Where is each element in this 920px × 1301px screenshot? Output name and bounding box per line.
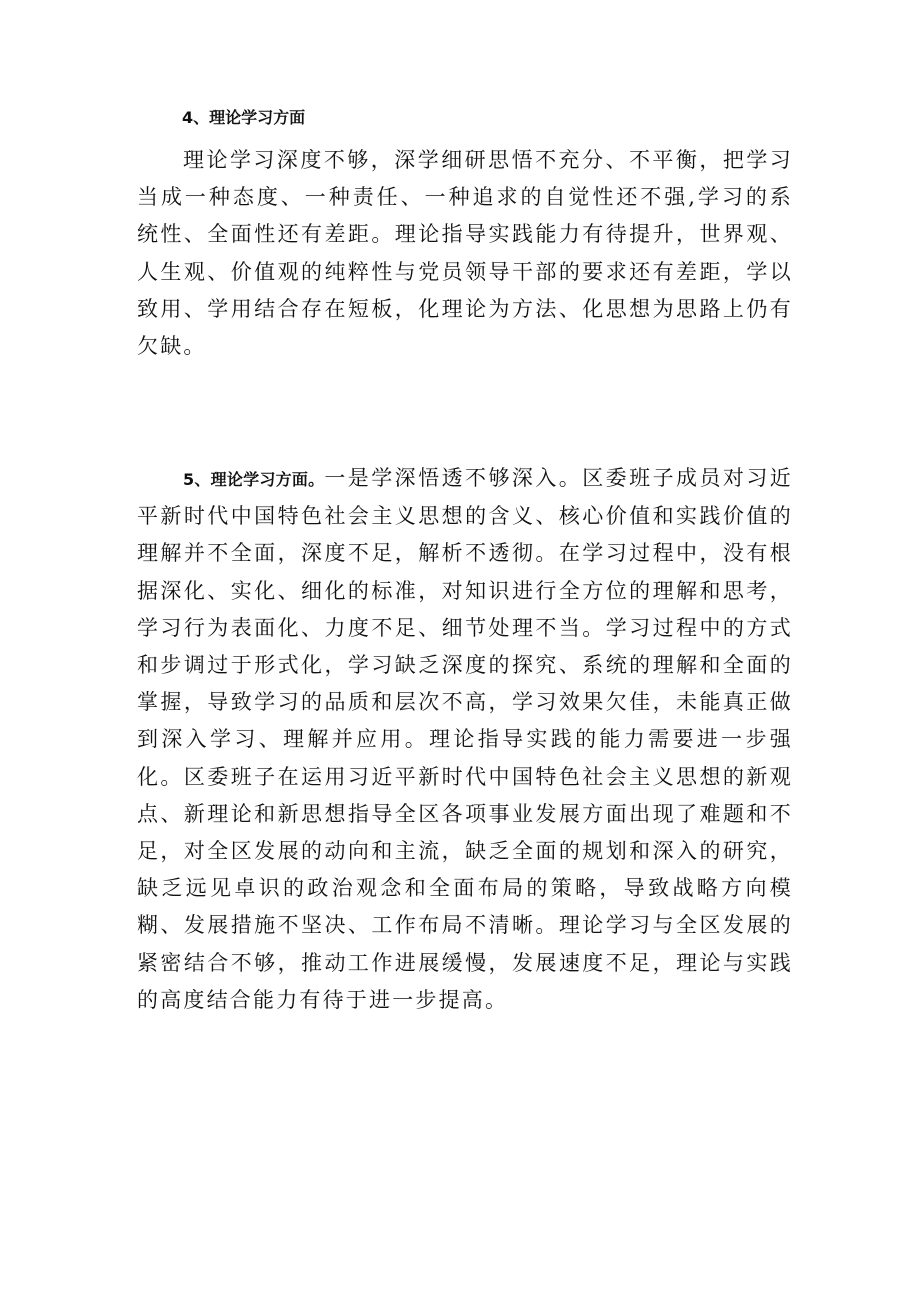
section-5-body: 一是学深悟透不够深入。区委班子成员对习近平新时代中国特色社会主义思想的含义、核心价值和实践价值的理解并不全面，深度不足，解析不透彻。在学习过程中，没有根据深化、实化、细化的标准，对知识进行全方位的理解和思考，学习行为表面化、力度不足、细节处理不当。学习过程中的方式和步调过于形式化，学习缺乏深度的探究、系统的理解和全面的掌握，导致学习的品质和层次不高，学习效果欠佳，未能真正做到深入学习、理解并应用。理论指导实践的能力需要进一步强化。区委班子在运用习近平新时代中国特色社会主义思想的新观点、新理论和新思想指导全区各项事业发展方面出现了难题和不足，对全区发展的动向和主流，缺乏全面的规划和深入的研究，缺乏远见卓识的政治观念和全面布局的策略，导致战略方向模糊、发展措施不坚决、工作布局不清晰。理论学习与全区发展的紧密结合不够，推动工作进展缓慢，发展速度不足，理论与实践的高度结合能力有待于进一步提高。 xyxy=(137,466,793,1012)
section-5-paragraph xyxy=(137,460,793,1019)
section-4-paragraph: 理论学习深度不够，深学细研思悟不充分、不平衡，把学习当成一种态度、一种责任、一种追求的自觉性还不强,学习的系统性、全面性还有差距。理论指导实践能力有待提升，世界观、人生观、价值观的纯粹性与党员领导干部的要求还有差距，学以致用、学用结合存在短板，化理论为方法、化思想为思路上仍有欠缺。 xyxy=(137,148,793,359)
section-5-heading: 5、理论学习方面。 xyxy=(183,470,325,489)
section-4-heading: 4、理论学习方面 xyxy=(182,108,306,127)
